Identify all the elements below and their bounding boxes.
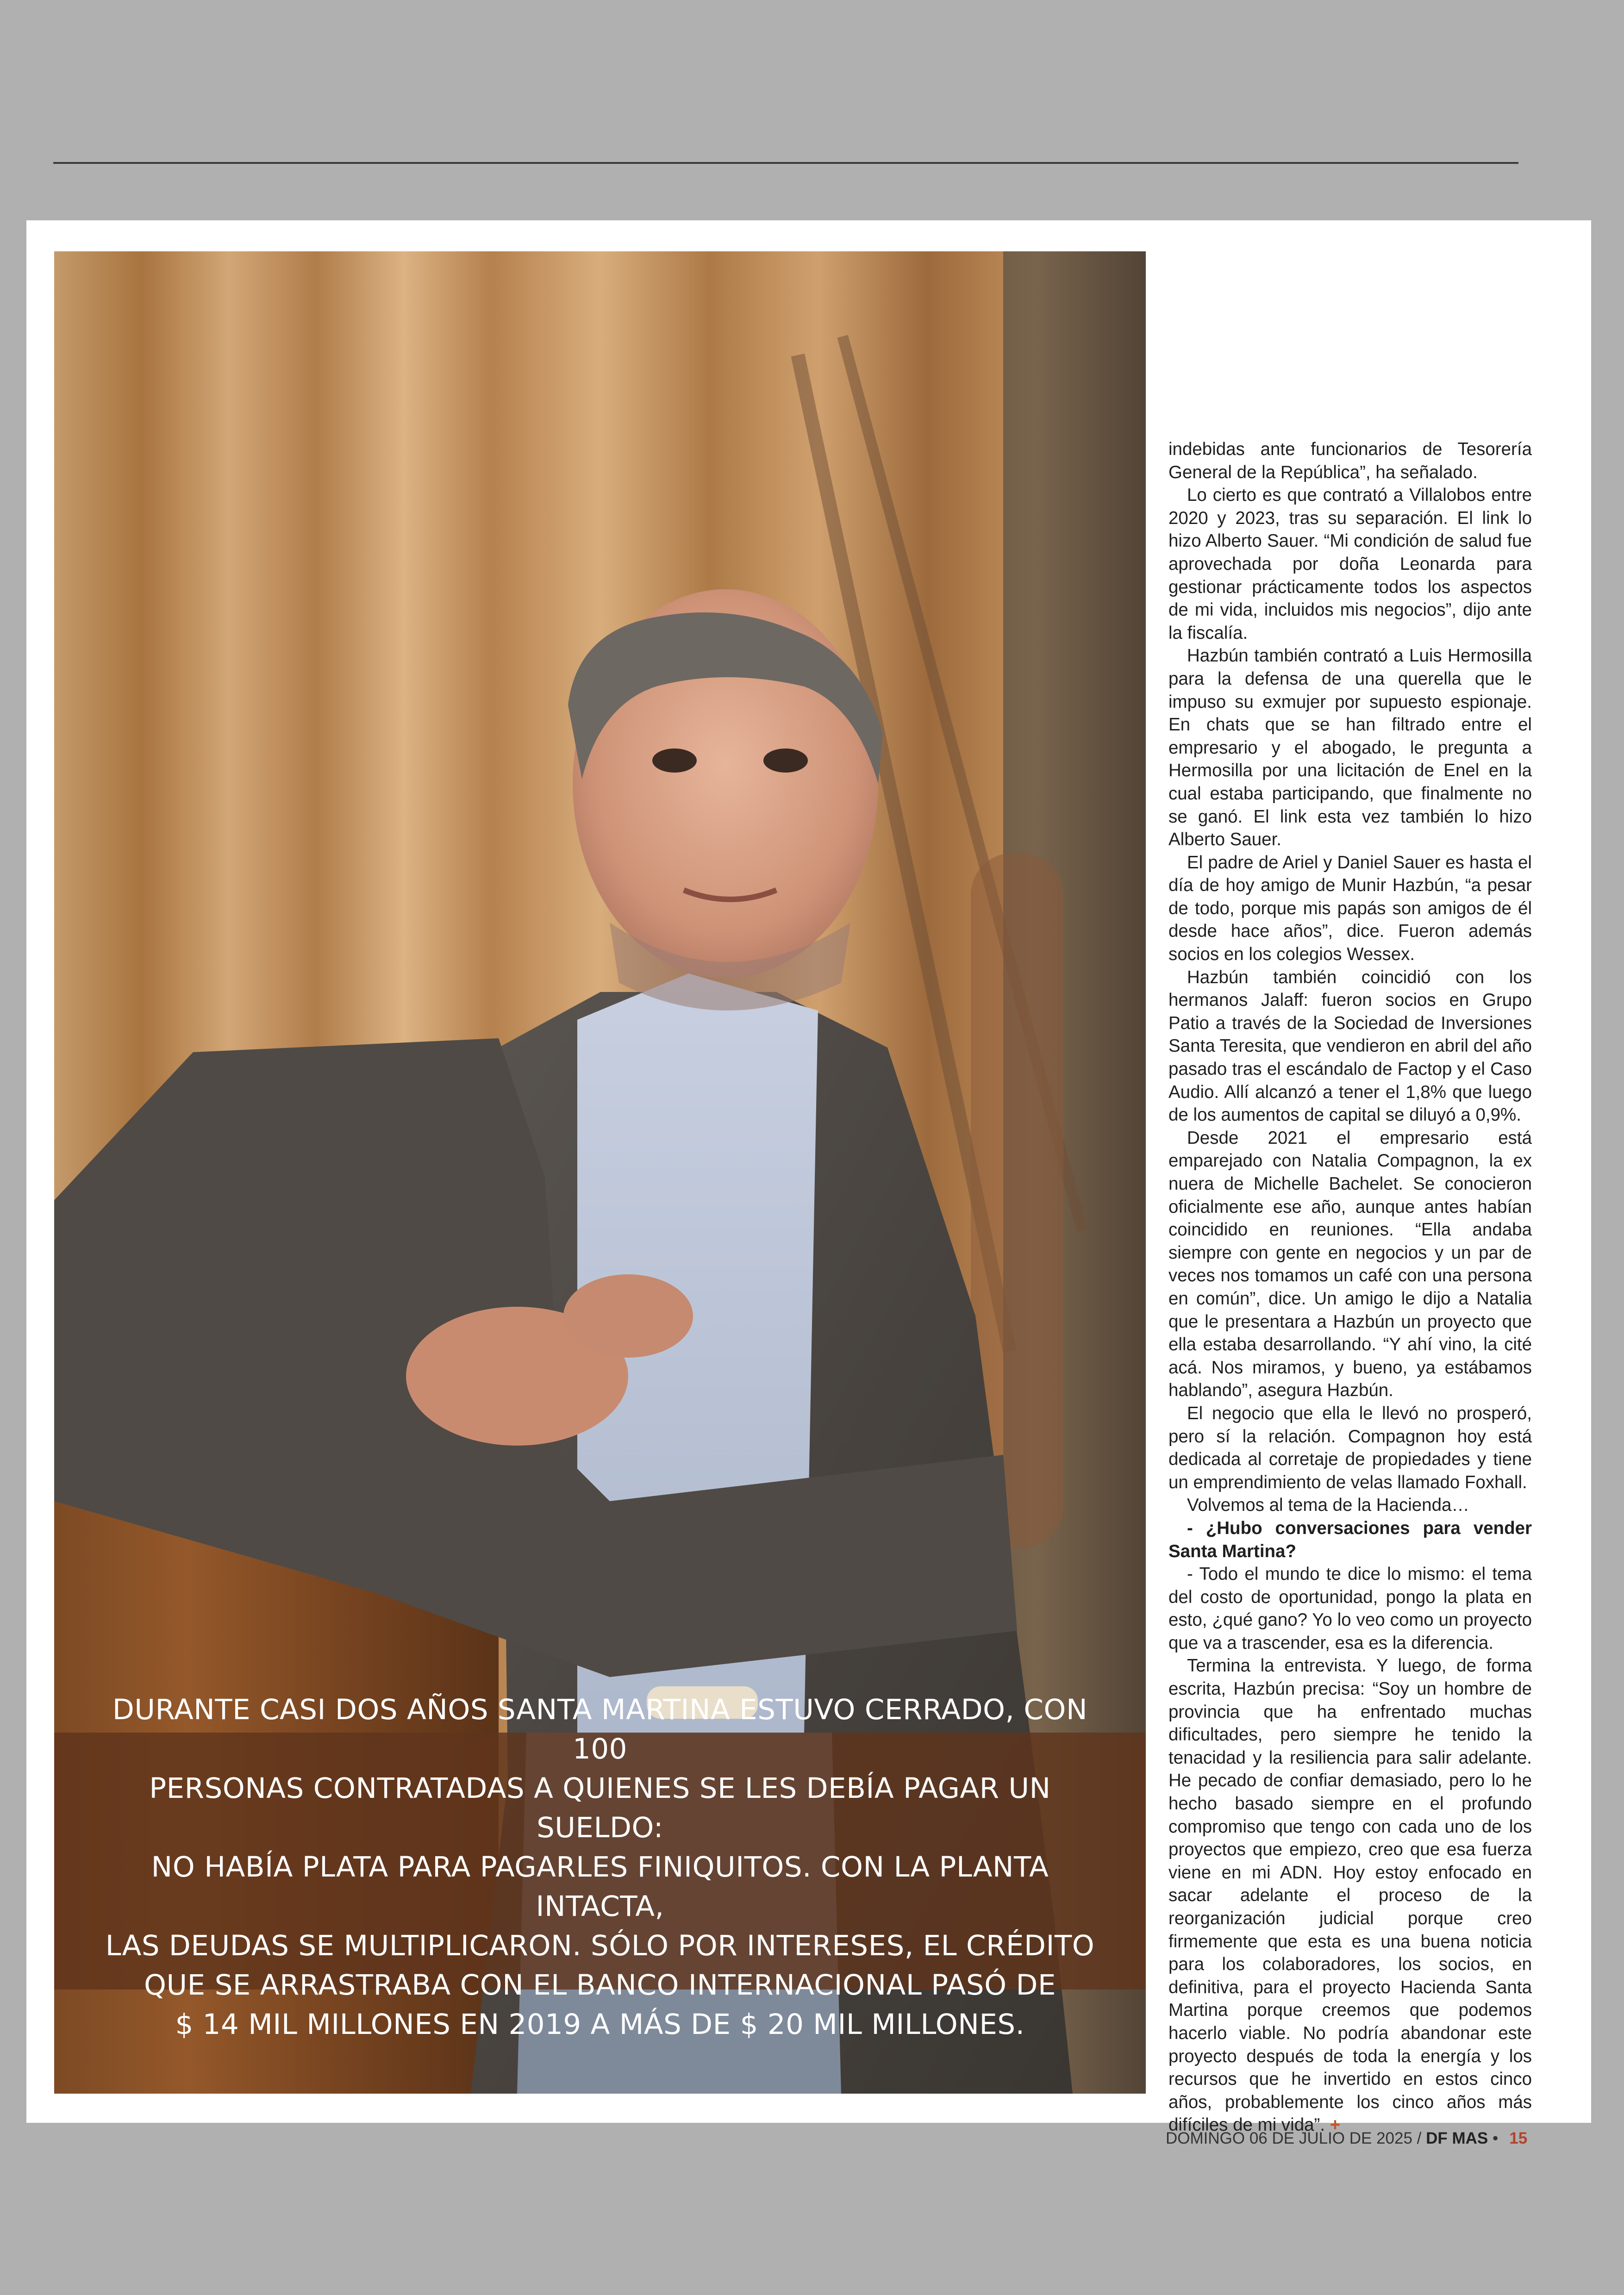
article-paragraph: Lo cierto es que contrató a Villalobos entre 2020 y 2023, tras su separación. El link lo hizo Alberto Sauer. “Mi condición de salud fue aprovechada por doña Leonarda para gestionar prácticamente todos los aspectos de mi vida, incluidos mis negocios”, dijo ante la fiscalía.	[1168, 485, 1532, 643]
article-paragraph: Desde 2021 el empresario está emparejado con Natalia Compagnon, la ex nuera de Michelle Bachelet. Se conocieron oficialmente ese año, aunque antes habían coincidido en reuniones. “Ella andaba siempre con gente en negocios y un par de veces nos tomamos un café con una persona en común”, dice. Un amigo le dijo a Natalia que le presentara a Hazbún un proyecto que ella estaba desarrollando. “Y ahí vino, la cité acá. Nos miramos, y bueno, ya estábamos hablando”, asegura Hazbún.	[1168, 1128, 1532, 1401]
footer-publication: DF MAS	[1426, 2129, 1488, 2147]
closing-text: Termina la entrevista. Y luego, de forma escrita, Hazbún precisa: “Soy un hombre de provincia que ha enfrentado muchas dificultades, pero siempre he tenido la tenacidad y la resiliencia para salir adelante. He pecado de confiar demasiado, pero lo he hecho basado siempre en el profundo compromiso que tengo con cada uno de los proyectos que empiezo, creo que esa fuerza viene en mi ADN. Hoy estoy enfocado en sacar adelante el proceso de la reorganización judicial porque creo firmemente que esta es una buena noticia para los colaboradores, los socios, en definitiva, para el proyecto Hacienda Santa Martina porque creemos que podemos hacerlo viable. No podría abandonar este proyecto después de toda la energía y los recursos que he invertido en estos cinco años, probablemente los cinco años más difíciles de mi vida”.	[1168, 1656, 1532, 2135]
page-number: 15	[1509, 2129, 1528, 2147]
pullquote-line: LAS DEUDAS SE MULTIPLICARON. SÓLO POR INTERESES, EL CRÉDITO	[105, 1929, 1095, 1962]
interview-question: - ¿Hubo conversaciones para vender Santa Martina?	[1168, 1518, 1532, 1561]
pullquote-box	[54, 1693, 1146, 2041]
pullquote-line: $ 14 MIL MILLONES EN 2019 A MÁS DE $ 20 MIL MILLONES.	[175, 2008, 1025, 2041]
pullquote-line: NO HABÍA PLATA PARA PAGARLES FINIQUITOS. CON LA PLANTA INTACTA,	[151, 1850, 1049, 1923]
pullquote-line: QUE SE ARRASTRABA CON EL BANCO INTERNACIONAL PASÓ DE	[144, 1968, 1056, 2002]
footer-date: DOMINGO 06 DE JULIO DE 2025 /	[1166, 2129, 1426, 2147]
interview-answer: - Todo el mundo te dice lo mismo: el tema del costo de oportunidad, pongo la plata en esto, ¿qué gano? Yo lo veo como un proyecto que va a trascender, esa es la diferencia.	[1168, 1564, 1532, 1653]
top-rule	[53, 162, 1518, 164]
footer-separator: •	[1488, 2129, 1499, 2147]
magazine-page	[26, 220, 1591, 2135]
page-footer	[1166, 2127, 1528, 2150]
pullquote-text	[87, 1690, 1113, 2044]
pullquote-line: DURANTE CASI DOS AÑOS SANTA MARTINA ESTUVO CERRADO, CON 100	[112, 1693, 1088, 1765]
article-paragraph: El padre de Ariel y Daniel Sauer es hasta el día de hoy amigo de Munir Hazbún, “a pesar de todo, porque mis papás son amigos de él desde hace años”, dice. Fueron además socios en los colegios Wessex.	[1168, 852, 1532, 965]
article-paragraph: indebidas ante funcionarios de Tesorería General de la República”, ha señalado.	[1168, 439, 1532, 482]
article-paragraph: Hazbún también coincidió con los hermanos Jalaff: fueron socios en Grupo Patio a través de la Sociedad de Inversiones Santa Teresita, que vendieron en abril del año pasado tras el escándalo de Factop y el Caso Audio. Allí alcanzó a tener el 1,8% que luego de los aumentos de capital se diluyó a 0,9%.	[1168, 967, 1532, 1125]
article-paragraph: Volvemos al tema de la Hacienda…	[1187, 1495, 1469, 1515]
article-paragraph: El negocio que ella le llevó no prosperó, pero sí la relación. Compagnon hoy está dedicada al corretaje de propiedades y tiene un emprendimiento de velas llamado Foxhall.	[1168, 1403, 1532, 1492]
end-mark-icon: +	[1330, 2115, 1341, 2135]
portrait-photo	[54, 251, 1146, 2094]
article-column	[1168, 438, 1532, 2137]
article-paragraph: Hazbún también contrató a Luis Hermosilla para la defensa de una querella que le impuso su exmujer por supuesto espionaje. En chats que se han filtrado entre el empresario y el abogado, le pregunta a Hermosilla por una licitación de Enel en la cual estaba participando, que finalmente no se ganó. El link esta vez también lo hizo Alberto Sauer.	[1168, 646, 1532, 850]
pullquote-line: PERSONAS CONTRATADAS A QUIENES SE LES DEBÍA PAGAR UN SUELDO:	[149, 1771, 1051, 1844]
article-closing	[1168, 1654, 1532, 2136]
